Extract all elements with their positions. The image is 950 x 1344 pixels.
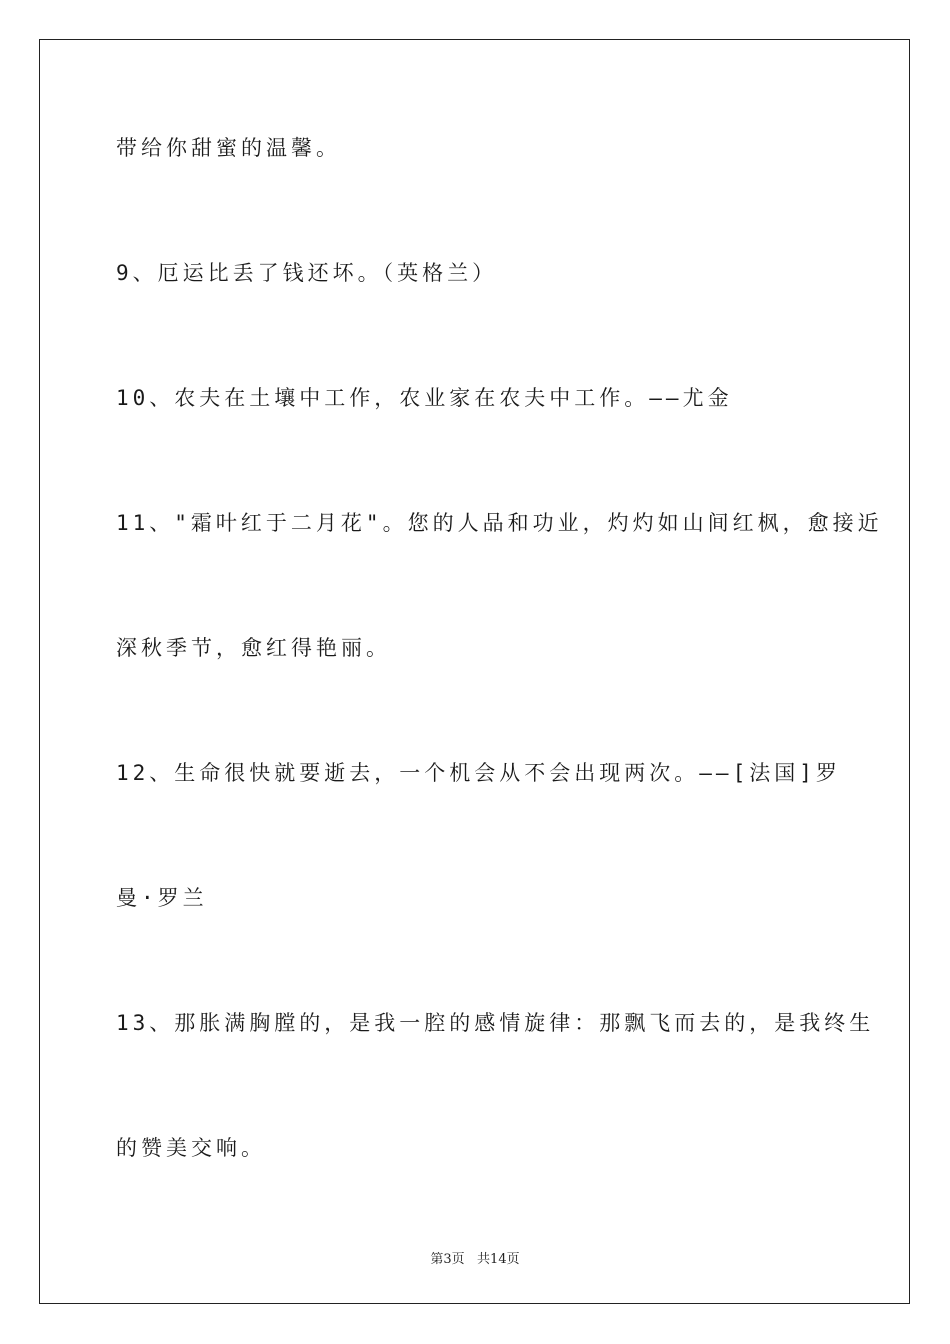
page-number-footer: 第3页 共14页 (430, 1252, 520, 1267)
page-border (39, 39, 910, 1304)
text-line-2: 9、厄运比丢了钱还坏。（英格兰） (116, 261, 498, 285)
text-line-9: 的赞美交响。 (116, 1136, 266, 1160)
text-line-8: 13、那胀满胸膛的，是我一腔的感情旋律：那飘飞而去的，是我终生 (116, 1011, 875, 1035)
text-line-5: 深秋季节，愈红得艳丽。 (116, 636, 391, 660)
text-line-1: 带给你甜蜜的温馨。 (116, 136, 341, 160)
text-line-4: 11、"霜叶红于二月花"。您的人品和功业，灼灼如山间红枫，愈接近 (116, 511, 883, 535)
text-line-3: 10、农夫在土壤中工作，农业家在农夫中工作。——尤金 (116, 386, 733, 410)
text-line-7: 曼·罗兰 (116, 886, 208, 910)
text-line-6: 12、生命很快就要逝去，一个机会从不会出现两次。——[法国]罗 (116, 761, 841, 785)
